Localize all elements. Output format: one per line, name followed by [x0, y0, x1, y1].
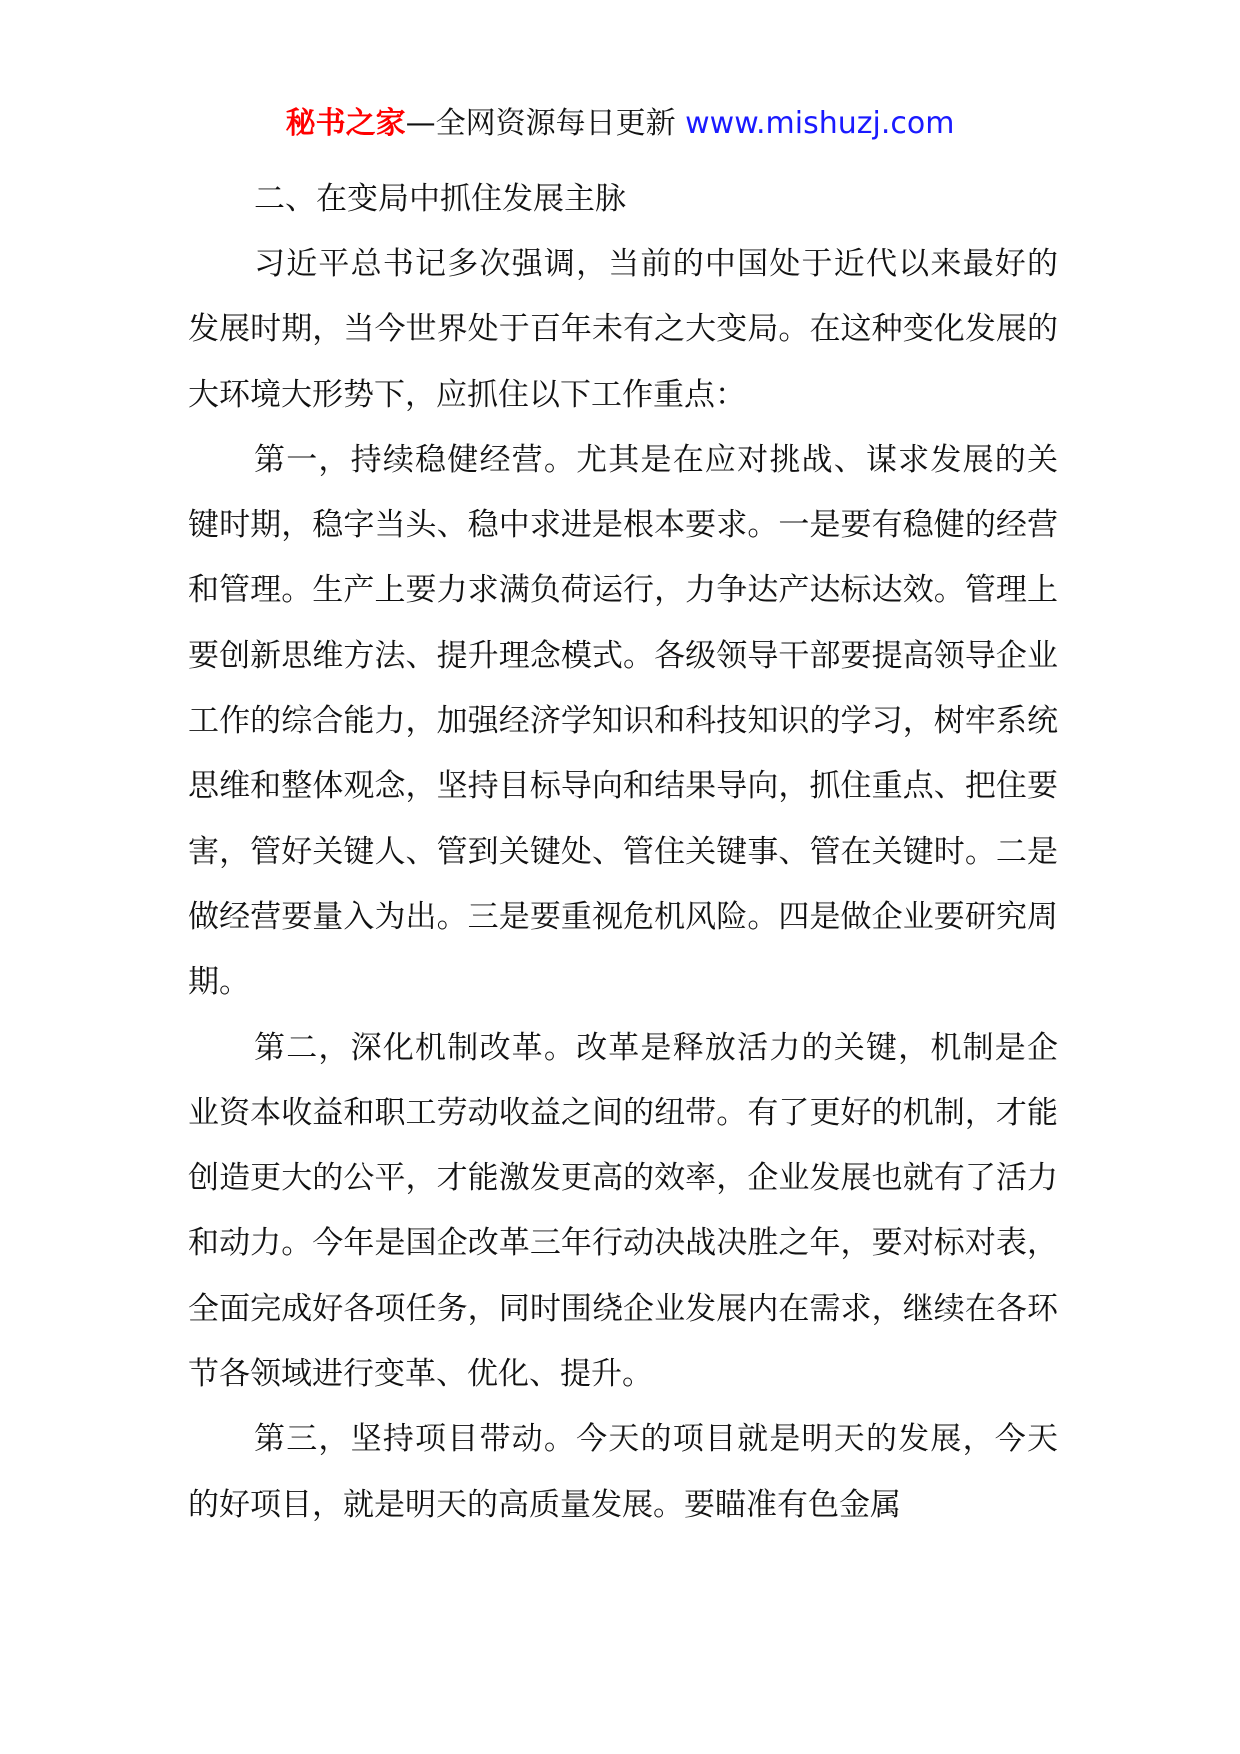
site-url-link[interactable]: www.mishuzj.com — [685, 106, 955, 141]
document-body — [188, 166, 1058, 1538]
site-header — [0, 100, 1240, 148]
site-tagline: —全网资源每日更新 — [405, 106, 676, 141]
section-heading: 二、在变局中抓住发展主脉 — [254, 181, 626, 217]
paragraph-second: 第二，深化机制改革。改革是释放活力的关键，机制是企业资本收益和职工劳动收益之间的纽带。有了更好的机制，才能创造更大的公平，才能激发更高的效率，企业发展也就有了活力和动力。今年是国企改革三年行动决战决胜之年，要对标对表，全面完成好各项任务，同时围绕企业发展内在需求，继续在各环节各领域进行变革、优化、提升。 — [188, 1029, 1058, 1393]
paragraph-intro: 习近平总书记多次强调，当前的中国处于近代以来最好的发展时期，当今世界处于百年未有之大变局。在这种变化发展的大环境大形势下，应抓住以下工作重点： — [188, 246, 1058, 413]
paragraph-third: 第三，坚持项目带动。今天的项目就是明天的发展，今天的好项目，就是明天的高质量发展。要瞄准有色金属 — [188, 1421, 1058, 1523]
site-brand: 秘书之家 — [285, 106, 406, 141]
paragraph-first: 第一，持续稳健经营。尤其是在应对挑战、谋求发展的关键时期，稳字当头、稳中求进是根本要求。一是要有稳健的经营和管理。生产上要力求满负荷运行，力争达产达标达效。管理上要创新思维方法、提升理念模式。各级领导干部要提高领导企业工作的综合能力，加强经济学知识和科技知识的学习，树牢系统思维和整体观念，坚持目标导向和结果导向，抓住重点、把住要害，管好关键人、管到关键处、管住关键事、管在关键时。二是做经营要量入为出。三是要重视危机风险。四是做企业要研究周期。 — [188, 441, 1058, 1001]
